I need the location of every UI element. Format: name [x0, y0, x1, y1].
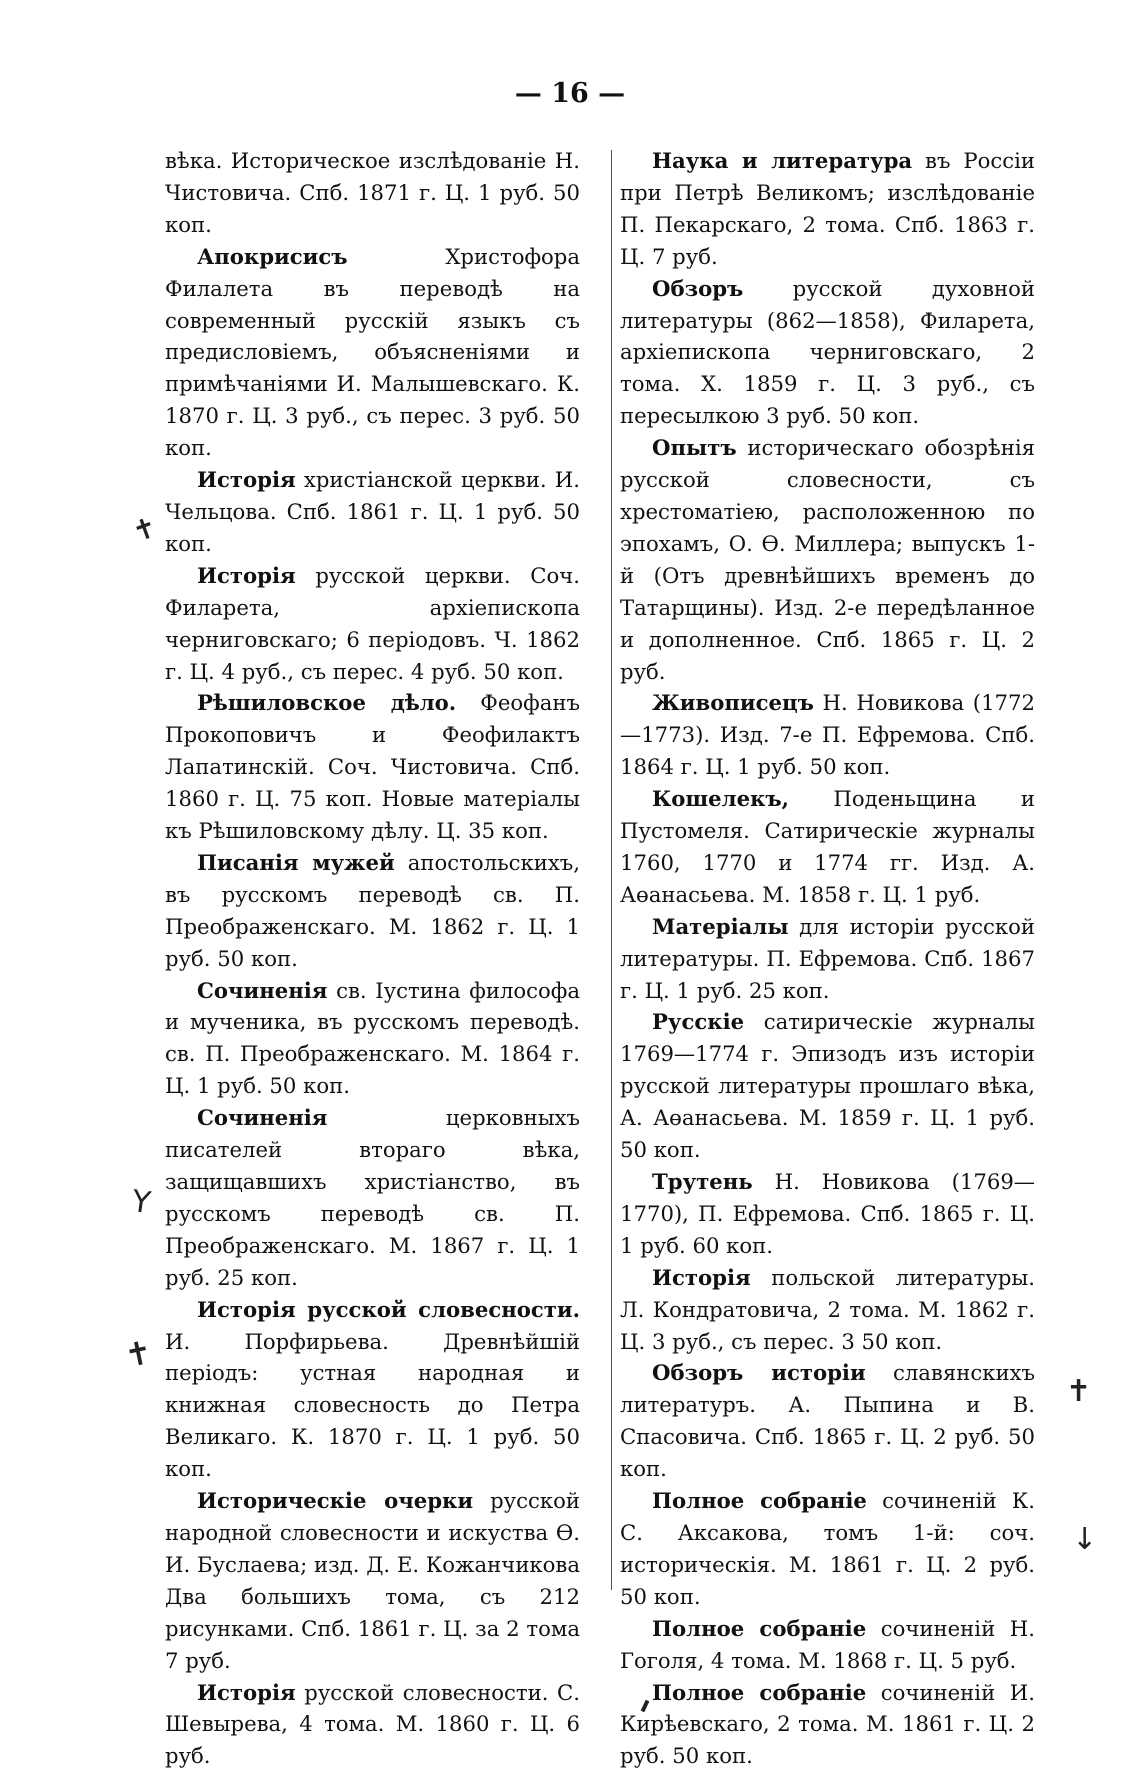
catalog-entry [620, 1677, 1035, 1773]
catalog-entry [620, 1357, 1035, 1485]
entry-text: русской словесности. С. Шевырева, 4 тома. М. 1860 г. Ц. 6 руб. [165, 1679, 580, 1769]
entry-text: Христофора Филалета въ переводѣ на современный русскій языкъ съ предисловіемъ, объясненіями и примѣчаніями И. Малышевскаго. К. 1870 г. Ц. 3 руб., съ перес. 3 руб. 50 коп. [165, 243, 580, 461]
entry-title: Обзоръ [652, 275, 744, 301]
entry-text: церковныхъ писателей втораго вѣка, защищавшихъ христіанство, въ русскомъ переводѣ св. П. Преображенскаго. М. 1867 г. Ц. 1 руб. 25 коп. [165, 1105, 580, 1290]
entry-text: Н. Новикова (1769—1770), П. Ефремова. Спб. 1865 г. Ц. 1 руб. 60 коп. [620, 1169, 1035, 1258]
entry-text: Феофанъ Прокоповичъ и Феофилактъ Лапатинскій. Соч. Чистовича. Спб. 1860 г. Ц. 75 коп. Новые матеріалы къ Рѣшиловскому дѣлу. Ц. 35 коп. [165, 690, 581, 844]
entry-text: сочиненій Н. Гоголя, 4 тома. М. 1868 г. Ц. 5 руб. [620, 1615, 1035, 1673]
catalog-entry [165, 687, 580, 847]
catalog-entry [165, 1102, 580, 1293]
entry-title: Полное собраніе [652, 1679, 867, 1705]
catalog-entry [165, 560, 580, 688]
catalog-entry [165, 847, 580, 975]
handwritten-mark: ✝ [128, 509, 162, 550]
entry-text: въ Россіи при Петрѣ Великомъ; изслѣдованіе П. Пекарскаго, 2 тома. Спб. 1863 г. Ц. 7 руб. [620, 148, 1035, 269]
catalog-entry [620, 1485, 1035, 1613]
entry-title: Историческіе очерки [197, 1488, 474, 1514]
catalog-entry [165, 1485, 580, 1676]
entry-text: И. Порфирьева. Древнѣйшій періодъ: устная народная и книжная словесность до Петра Великаго. К. 1870 г. Ц. 1 руб. 50 коп. [165, 1328, 580, 1482]
catalog-entry [165, 1294, 580, 1485]
entry-text: сочиненій И. Кирѣевскаго, 2 тома. М. 1861 г. Ц. 2 руб. 50 коп. [620, 1679, 1035, 1769]
entry-text: сочиненій К. С. Аксакова, томъ 1-й: соч. историческія. М. 1861 г. Ц. 2 руб. 50 коп. [620, 1488, 1035, 1609]
catalog-entry [165, 464, 580, 560]
handwritten-mark: Y [129, 1183, 153, 1222]
entry-text: вѣка. Историческое изслѣдованіе Н. Чистовича. Спб. 1871 г. Ц. 1 руб. 50 коп. [165, 148, 580, 237]
entry-title: Опытъ [652, 435, 737, 461]
handwritten-mark: ↓ [1072, 1522, 1098, 1557]
entry-text: апостольскихъ, въ русскомъ переводѣ св. П. Преображенскаго. М. 1862 г. Ц. 1 руб. 50 коп. [165, 849, 580, 971]
entry-title: Матеріалы [652, 913, 789, 939]
catalog-entry [620, 145, 1035, 273]
entry-title: Сочиненія [197, 1105, 328, 1131]
handwritten-mark: ✝ [121, 1332, 156, 1376]
entry-text: сатирическіе журналы 1769—1774 г. Эпизодъ изъ исторіи русской литературы прошлаго вѣка, А. Аөанасьева. М. 1859 г. Ц. 1 руб. 50 коп. [620, 1009, 1035, 1163]
entry-title: Сочиненія [197, 977, 328, 1003]
entry-text: для исторіи русской литературы. П. Ефремова. Спб. 1867 г. Ц. 1 руб. 25 коп. [620, 913, 1035, 1003]
entry-text: Поденьщина и Пустомеля. Сатирическіе журналы 1760, 1770 и 1774 гг. Изд. А. Аөанасьева. М. 1858 г. Ц. 1 руб. [620, 786, 1035, 907]
entry-text: историческаго обозрѣнія русской словесности, съ хрестоматіею, расположенною по эпохамъ, О. Ө. Миллера; выпускъ 1-й (Отъ древнѣйшихъ временъ до Татарщины). Изд. 2-е передѣланное и дополненное. Спб. 1865 г. Ц. 2 руб. [620, 435, 1035, 684]
catalog-entry [165, 145, 580, 241]
entry-text: польской литературы. Л. Кондратовича, 2 тома. М. 1862 г. Ц. 3 руб., съ перес. 3 50 коп. [620, 1264, 1035, 1354]
entry-title: Исторія [197, 467, 296, 493]
left-column [165, 145, 580, 1772]
entry-title: Апокрисисъ [197, 243, 348, 269]
entry-text: славянскихъ литературъ. А. Пыпина и В. Спасовича. Спб. 1865 г. Ц. 2 руб. 50 коп. [620, 1360, 1035, 1482]
entry-text: русской духовной литературы (862—1858), Филарета, архіепископа черниговскаго, 2 тома. Х. 1859 г. Ц. 3 руб., съ пересылкою 3 руб. 50 коп. [620, 275, 1035, 429]
entry-text: русской народной словесности и искуства Ө. И. Буслаева; изд. Д. Е. Кожанчикова Два большихъ тома, съ 212 рисунками. Спб. 1861 г. Ц. за 2 тома 7 руб. [165, 1488, 580, 1673]
catalog-entry [620, 432, 1035, 687]
catalog-entry [620, 273, 1035, 433]
entry-title: Исторія [197, 1679, 296, 1705]
entry-text: св. Іустина философа и мученика, въ русскомъ переводѣ. св. П. Преображенскаго. М. 1864 г. Ц. 1 руб. 50 коп. [165, 977, 580, 1099]
entry-title: Исторія [197, 562, 296, 588]
column-divider [611, 150, 612, 1590]
entry-title: Наука и литература [652, 148, 913, 173]
handwritten-mark: ✝ [1066, 1374, 1092, 1409]
entry-text: русской церкви. Соч. Филарета, архіепископа черниговскаго; 6 періодовъ. Ч. 1862 г. Ц. 4 руб., съ перес. 4 руб. 50 коп. [165, 562, 580, 684]
entry-title: Кошелекъ, [652, 786, 790, 812]
entry-title: Обзоръ исторіи [652, 1360, 866, 1386]
entry-title: Исторія русской словесности. [197, 1296, 580, 1322]
catalog-entry [620, 687, 1035, 783]
page-number: — 16 — [514, 78, 626, 109]
entry-text: Н. Новикова (1772—1773). Изд. 7-е П. Ефремова. Спб. 1864 г. Ц. 1 руб. 50 коп. [620, 690, 1035, 780]
catalog-entry [620, 1262, 1035, 1358]
entry-title: Рѣшиловское дѣло. [197, 690, 457, 716]
catalog-entry [620, 1006, 1035, 1166]
entry-title: Исторія [652, 1264, 751, 1290]
catalog-entry [620, 1613, 1035, 1677]
catalog-entry [165, 1677, 580, 1773]
entry-title: Живописецъ [652, 690, 814, 716]
entry-text: христіанской церкви. И. Чельцова. Спб. 1861 г. Ц. 1 руб. 50 коп. [165, 467, 580, 556]
catalog-entry [620, 1166, 1035, 1262]
entry-title: Полное собраніе [652, 1615, 867, 1641]
right-column [620, 145, 1035, 1772]
entry-title: Трутень [652, 1169, 753, 1194]
catalog-entry [165, 975, 580, 1103]
entry-title: Русскіе [652, 1009, 745, 1035]
catalog-entry [620, 911, 1035, 1007]
entry-title: Писанія мужей [197, 849, 395, 875]
entry-title: Полное собраніе [652, 1488, 867, 1514]
catalog-entry [165, 241, 580, 464]
catalog-entry [620, 783, 1035, 911]
